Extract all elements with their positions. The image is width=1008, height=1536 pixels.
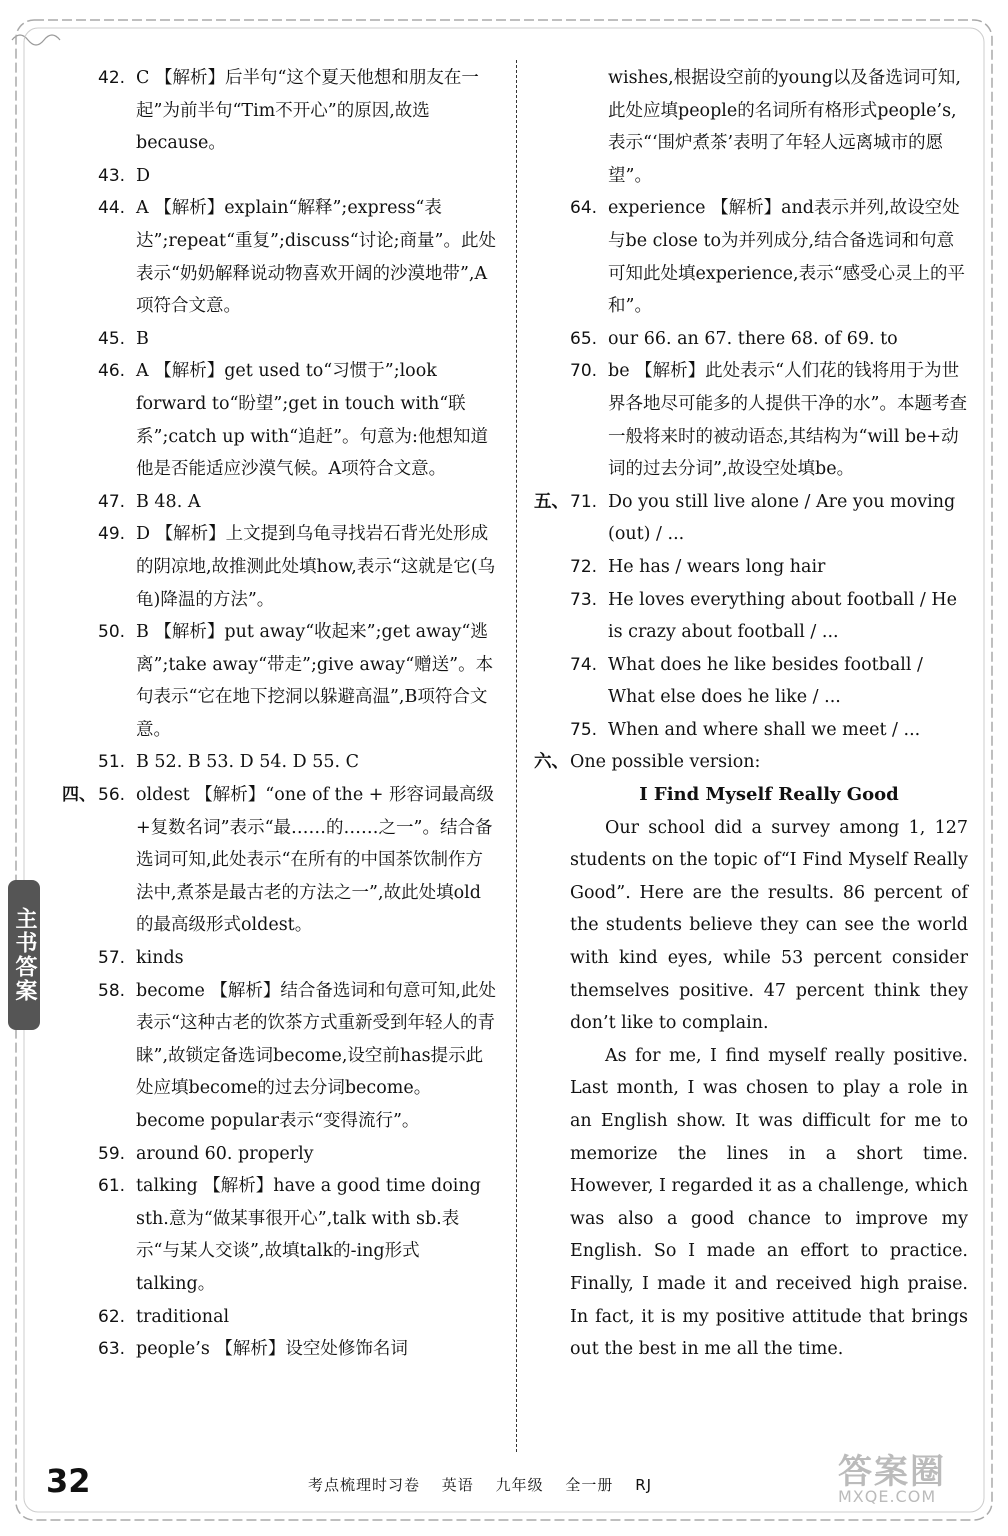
- item-text: When and where shall we meet / ...: [608, 719, 921, 740]
- section-label: 六、: [534, 752, 569, 773]
- item-text: kinds: [136, 948, 184, 969]
- item-text: Do you still live alone / Are you moving (out) / ...: [608, 491, 956, 545]
- item-text: traditional: [136, 1306, 230, 1327]
- answer-item: [570, 649, 968, 714]
- item-text: become 【解析】结合备选词和句意可知,此处表示“这种古老的饮茶方式重新受到年轻人的青睐”,故锁定备选词become,设空前has提示此处应填become的过去分词become。become popular表示“变得流行”。: [136, 980, 496, 1131]
- item-number: 73.: [570, 589, 598, 610]
- answer-item: [534, 486, 968, 551]
- answer-item: [98, 616, 496, 746]
- essay-body: [570, 812, 968, 1366]
- answer-item: [570, 323, 968, 356]
- item-number: 65.: [570, 328, 598, 349]
- item-text: B: [136, 328, 149, 349]
- side-tab: 主书答案: [8, 880, 40, 1030]
- item-number: 49.: [98, 524, 126, 545]
- item-text: experience 【解析】and表示并列,故设空处与be close to为并列成分,结合备选词和句意可知此处填experience,表示“感受心灵上的平和”。: [608, 198, 966, 317]
- item-text: What does he like besides football / What else does he like / ...: [608, 654, 923, 708]
- footer-subject: 英语: [441, 1476, 474, 1494]
- item-number: 64.: [570, 198, 598, 219]
- watermark-url: MXQE.COM: [838, 1487, 937, 1506]
- item-number: 43.: [98, 165, 126, 186]
- section-label: 五、: [534, 491, 569, 512]
- answer-item: [570, 551, 968, 584]
- answer-item: [570, 192, 968, 322]
- essay-paragraph: As for me, I find myself really positive. Last month, I was chosen to play a role in an English show. It was difficult for me to memorize the lines in a short time. However, I regarded it as a challenge, which was also a good chance to improve my English. So I made an effort to practice. Finally, I made it and received high praise. In fact, it is my positive attitude that brings out the best in me all the time.: [570, 1045, 968, 1360]
- item-text: A 【解析】get used to“习惯于”;look forward to“盼望”;get in touch with“联系”;catch up with“追赶”。句意为:他想知道他是否能适应沙漠气候。A项符合文意。: [136, 361, 488, 480]
- item-text: B 【解析】put away“收起来”;get away“逃离”;take away“带走”;give away“赠送”。本句表示“它在地下挖洞以躲避高温”,B项符合文意。: [136, 622, 494, 740]
- item-number: 56.: [98, 785, 126, 806]
- watermark-text: 答案圈: [838, 1452, 946, 1492]
- intro-text: One possible version:: [570, 752, 761, 773]
- section-four: [62, 779, 496, 1366]
- footer-edition: RJ: [635, 1476, 653, 1494]
- column-divider: [516, 60, 517, 1452]
- answer-item: [570, 355, 968, 485]
- answer-item: [98, 62, 496, 160]
- item-number: 59.: [98, 1143, 126, 1164]
- item-text: He has / wears long hair: [608, 556, 826, 577]
- item-number: 47.: [98, 491, 126, 512]
- right-column: [534, 62, 968, 1366]
- item-number: 42.: [98, 68, 126, 88]
- answer-item: [570, 584, 968, 649]
- item-text: talking 【解析】have a good time doing sth.意为“做某事很开心”,talk with sb.表示“与某人交谈”,故填talk的-ing形式talking。: [136, 1176, 481, 1294]
- item-number: 63.: [98, 1339, 126, 1360]
- answer-item: [98, 192, 496, 322]
- item-text: people’s 【解析】设空处修饰名词: [136, 1339, 408, 1360]
- page-number: 32: [46, 1462, 91, 1500]
- item-text: be 【解析】此处表示“人们花的钱将用于为世界各地尽可能多的人提供干净的水”。本题考查一般将来时的被动语态,其结构为“will be+动词的过去分词”,故设空处填be。: [608, 361, 967, 480]
- answer-item: [98, 1333, 496, 1366]
- section-label: 四、: [62, 785, 96, 806]
- answer-item: [98, 486, 496, 519]
- item-number: 46.: [98, 361, 126, 382]
- answer-item: [62, 779, 496, 942]
- continuation-text: [570, 62, 968, 192]
- answer-item: [98, 160, 496, 193]
- item-number: 45.: [98, 328, 126, 349]
- item-text: our 66. an 67. there 68. of 69. to: [608, 328, 898, 349]
- footer-volume: 全一册: [565, 1476, 614, 1494]
- item-number: 72.: [570, 556, 598, 577]
- item-text: B 48. A: [136, 491, 201, 512]
- item-number: 61.: [98, 1176, 126, 1197]
- item-number: 58.: [98, 980, 126, 1001]
- answer-item: [98, 746, 496, 779]
- answer-item: [98, 942, 496, 975]
- answer-item: [98, 1170, 496, 1300]
- answer-item: [98, 518, 496, 616]
- footer-grade: 九年级: [495, 1476, 544, 1494]
- item-number: 62.: [98, 1306, 126, 1327]
- footer: [308, 1474, 668, 1495]
- item-number: 44.: [98, 198, 126, 219]
- item-text: oldest 【解析】“one of the + 形容词最高级+复数名词”表示“最……的……之一”。结合备选词可知,此处表示“在所有的中国茶饮制作方法中,煮茶是最古老的方法之一”,故此处填old的最高级形式oldest。: [136, 785, 494, 936]
- item-text: A 【解析】explain“解释”;express“表达”;repeat“重复”;discuss“讨论;商量”。此处表示“奶奶解释说动物喜欢开阔的沙漠地带”,A项符合文意。: [136, 198, 496, 317]
- essay-title: I Find Myself Really Good: [639, 784, 899, 806]
- item-number: 74.: [570, 654, 598, 675]
- item-text: D 【解析】上文提到乌龟寻找岩石背光处形成的阴凉地,故推测此处填how,表示“这就是它(乌龟)降温的方法”。: [136, 524, 496, 610]
- section-five: [534, 486, 968, 747]
- section-six: [534, 746, 968, 1365]
- answer-item: [98, 975, 496, 1138]
- item-number: 70.: [570, 361, 598, 382]
- item-text: C 【解析】后半句“这个夏天他想和朋友在一起”为前半句“Tim不开心”的原因,故选because。: [136, 68, 479, 154]
- item-text: B 52. B 53. D 54. D 55. C: [136, 752, 359, 773]
- watermark-logo: [838, 1444, 988, 1514]
- item-text: D: [136, 165, 151, 186]
- essay-paragraph: Our school did a survey among 1, 127 students on the topic of“I Find Myself Really Good”. Here are the results. 86 percent of the students believe they can see the world with kind eyes, while 53 percent consider themselves positive. 47 percent think they don’t like to complain.: [570, 817, 968, 1034]
- item-number: 50.: [98, 622, 126, 643]
- item-number: 51.: [98, 752, 126, 773]
- answer-item: [570, 714, 968, 747]
- item-text: around 60. properly: [136, 1143, 314, 1164]
- essay-intro: [534, 746, 968, 779]
- answer-item: [98, 355, 496, 485]
- item-number: 71.: [570, 491, 598, 512]
- answer-item: [98, 323, 496, 356]
- answer-item: [98, 1138, 496, 1171]
- item-text: He loves everything about football / He is crazy about football / ...: [608, 589, 957, 643]
- left-column: [62, 62, 496, 1366]
- item-text: wishes,根据设空前的young以及备选词可知,此处应填people的名词所有格形式people’s,表示“‘围炉煮茶’表明了年轻人远离城市的愿望”。: [608, 68, 961, 186]
- answer-item: [98, 1301, 496, 1334]
- footer-book: 考点梳理时习卷: [308, 1476, 421, 1494]
- item-number: 75.: [570, 719, 598, 740]
- item-number: 57.: [98, 948, 126, 969]
